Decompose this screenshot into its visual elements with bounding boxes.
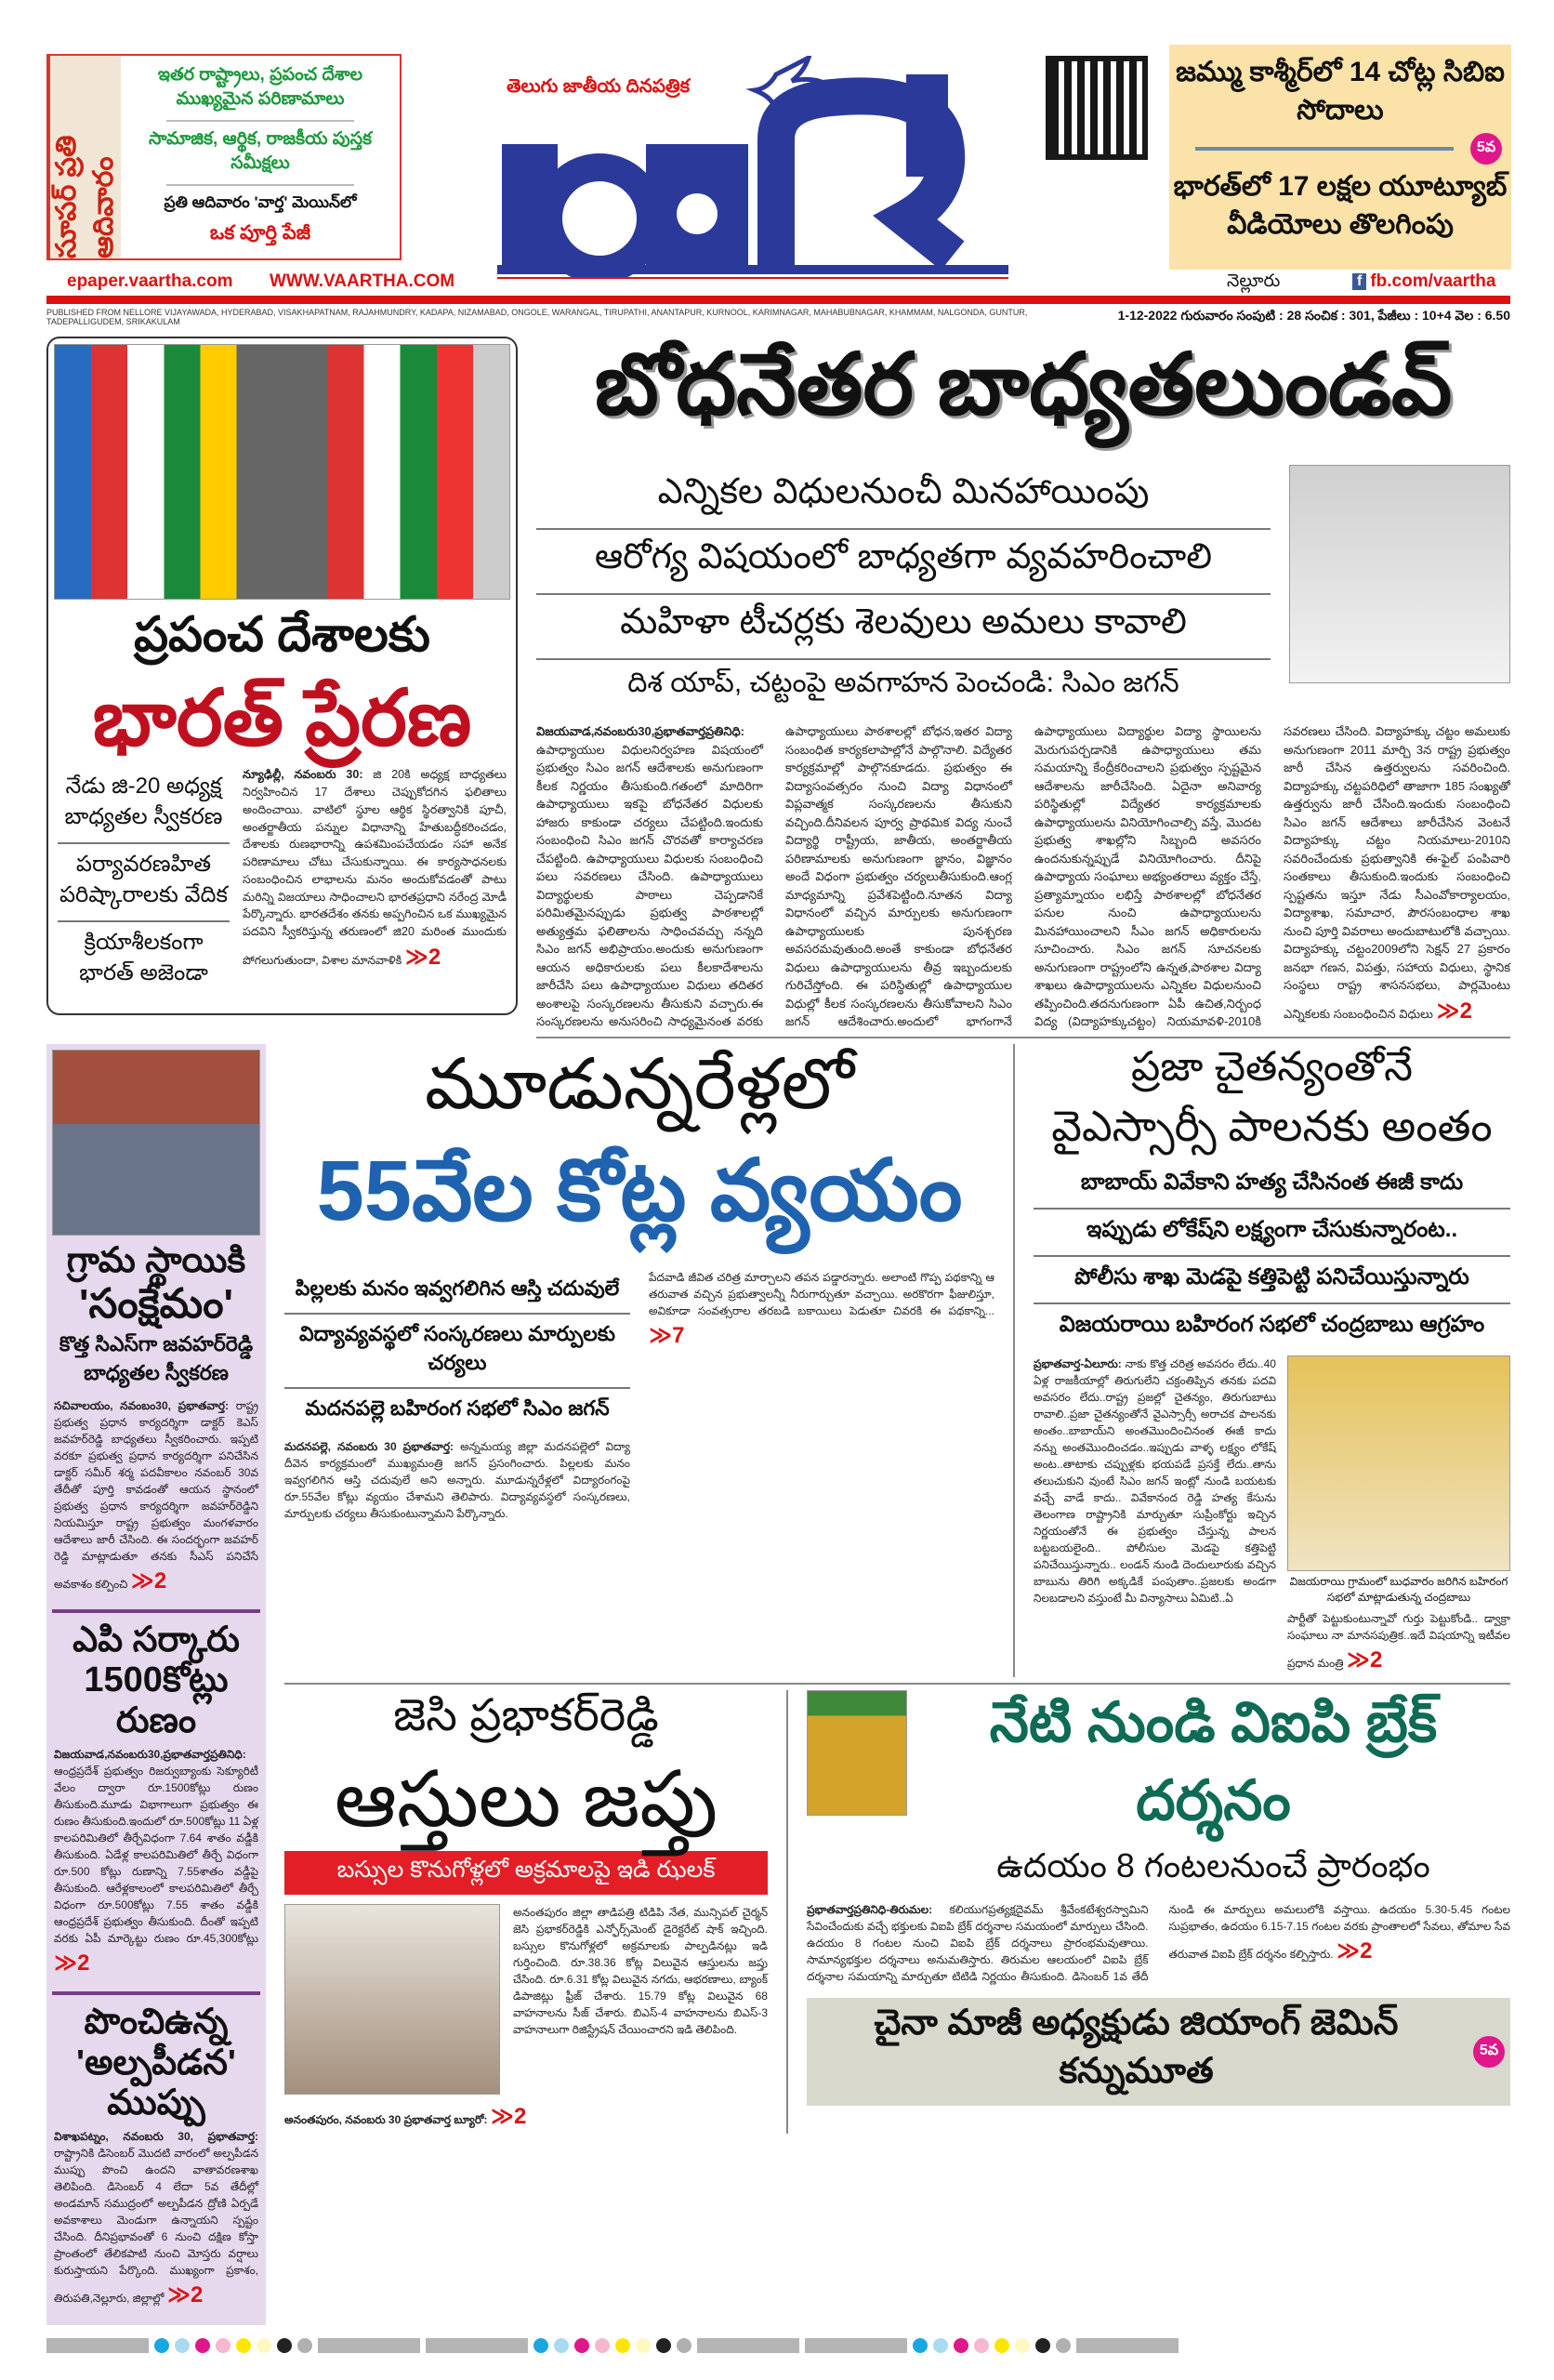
color-dot — [154, 2338, 169, 2353]
jc-headline: జెసి ప్రభాకర్‌రెడ్డి — [393, 1690, 659, 1740]
jawahar-reddy-photo — [52, 1050, 260, 1236]
divider — [284, 1683, 1510, 1685]
photo-caption: విజయరాయి గ్రామంలో బుధవారం జరిగిన బహిరంగ సభలో మాట్లాడుతున్న చంద్రబాబు — [1289, 1574, 1508, 1604]
jc-story[interactable] — [284, 1690, 768, 2135]
g20-kicker: ప్రపంచ దేశాలకు — [134, 608, 430, 662]
teaser-item: భారత్‌లో 17 లక్షల యూట్యూబ్ వీడియోలు తొలగింపు — [1173, 171, 1508, 240]
divider — [1195, 147, 1454, 151]
modi-photo — [54, 344, 510, 600]
grey-swatch — [318, 2338, 420, 2353]
grey-swatch — [805, 2338, 907, 2353]
lead-body — [536, 722, 1510, 1031]
divider — [166, 120, 354, 122]
continued-link[interactable]: ≫2 — [54, 1950, 90, 1976]
vip-body-text: కలియుగప్రత్యక్షదైవమ్ శ్రీవేంకటేశ్వరస్వామిని సేవించేందుకు వచ్చే భక్తులకు విఐపి బ్రేక్ దర్శనాల సమయంలో మార్పులు చేసింది. ఉదయం 8 గంటల నుంచి విఐపి బ్రేక్ దర్శనాలు ప్రారంభమవుతాయి. సామాన్యభక్తుల దర్శనాలు అనుమతిస్తారు. తిరుమల ఆలయంలో విఐపి బ్రేక్ దర్శనాల సమయాన్ని మార్చుతూ టిటిడి నిర్ణయం తీసుకుంది. డిసెంబర్ 1వ తేదీ నుండి ఈ మార్పులు అమలులోకి వస్తాయి. ఉదయం 5.30-5.45 గంటల సుప్రభాతం, ఉదయం 6.15-7.15 గంటల వరకు ప్రాంతాలలో సేవలు, తోమాల సేవ తరువాత విఐపి బ్రేక్ దర్శనం కల్పిస్తారు. — [807, 1902, 1510, 1983]
color-dot — [1056, 2338, 1071, 2353]
color-dot — [656, 2338, 671, 2353]
vip-body — [807, 1901, 1510, 1985]
color-dot — [216, 2338, 230, 2353]
tdp-headline: ప్రజా చైతన్యంతోనే — [1131, 1043, 1413, 1090]
loan-dateline: విజయవాడ,నవంబరు30,ప్రభాతవార్తప్రతినిధి: — [54, 1747, 246, 1761]
color-dot — [595, 2338, 610, 2353]
continued-link[interactable]: ≫7 — [649, 1322, 685, 1348]
tdp-body — [1034, 1355, 1276, 1606]
sunday-supplement-ad — [46, 54, 402, 260]
website-link[interactable]: WWW.VAARTHA.COM — [270, 271, 455, 291]
lead-body-text: ఉపాధ్యాయుల విధులనిర్వహణ విషయంలో ప్రభుత్వం సిఎం జగన్ ఆదేశాలకు అనుగుణంగా కీలక నిర్ణయం తీసుకుంది.గతంలో మాదిరిగా ఉపాధ్యాయులు ఇకపై బోధనేతర విధులకు హాజరు కాకుండా చర్యలు చేపట్టింది.ఇందుకు సంబంధించి సిఎం జగన్ చొరవతో కార్యాచరణ చేపట్టింది. ఉపాధ్యాయులు విధులకు సంబంధించి పలు సవరణలు చేసింది. ఉపాధ్యాయులు విద్యార్థులకు పాఠాలు చెప్పడానికే పరిమితమైనప్పుడు ప్రభుత్వ పాఠశాలల్లో అత్యుత్తమ ఫలితాలను సాధించవచ్చు నన్నది సిఎం జగన్ అభిప్రాయం.అందుకు అనుగుణంగా ఆయన అధికారులకు పలు కీలకాదేశాలను జారీచేసి పలు ఉపాధ్యాయుల విధులు తదితర అంశాలపై సంస్కరణలను తీసుకుని వచ్చారు.ఈ సంస్కరణలను అనుసరించి సాధ్యమైనంత వరకు ఉపాధ్యాయులు పాఠశాలల్లో బోధన,ఇతర విద్యా సంబంధిత కార్యకలాపాల్లోనే పాల్గొనాలి. విద్యేతర కార్యక్రమాల్లో పాల్గొనకూడదు. ప్రభుత్వం ఈ విద్యాసంవత్సరం నుంచి విద్యా విధానంలో విప్లవాత్మక సంస్కరణలను తీసుకుని వచ్చింది.దీనివలన పూర్వ ప్రాథమిక విద్య నుంచే విద్యార్థి రాష్ట్రీయ, జాతీయ, అంతర్జాతీయ పరిణామాలకు అనుగుణంగా జ్ఞానం, విజ్ఞానం అందే విధంగా ప్రభుత్వం చర్యలుతీసుకుంది.ఆంగ్ల మాధ్యమాన్ని ప్రవేశపెట్టింది.నూతన విద్యా విధానంలో వచ్చిన మార్పులకు అనుగుణంగా ఉపాధ్యాయులకు పునశ్చరణ అవసరమవుతుంది.అంతే కాకుండా బోధనేతర విధులు ఉపాధ్యాయులను తీవ్ర ఇబ్బందులకు గురిచేస్తోంది. ఈ పరిస్థితుల్లో ఉపాధ్యాయుల విధుల్లో కీలక సంస్కరణలను తీసుకోవాలని సిఎం జగన్ ఆదేశించారు.అందులో భాగంగానే ఉపాధ్యాయులు విద్యార్థుల విద్యా స్థాయిలను మెరుగుపర్చడానికి ఉపాధ్యాయులు తమ సమయాన్ని కేంద్రీకరించాలని ప్రభుత్వం స్పష్టమైన ఆదేశాలను జారీచేసింది. ఏదైనా అనివార్య పరిస్థితుల్లో విద్యేతర కార్యక్రమాలకు ఉపాధ్యాయులను వినియోగించాల్సి వస్తే, మొదట ప్రభుత్వ శాఖల్లోని సిబ్బంది అవసరం ఉందనుకున్నప్పుడే వినియోగించారు. దీనిపై ఉపాధ్యాయ సంఘాలు అభ్యంతరాలు వ్యక్తం చేస్తే, ప్రత్యామ్నాయం లభిస్తే పాఠశాలల్లో బోధనేతర పనుల నుంచి ఉపాధ్యాయులను మినహాయించాలని సీఎం జగన్ అధికారులను సూచించారు. సిఎం జగన్ సూచనలకు అనుగుణంగా రాష్ట్రంలోని ఉన్నత,పాఠశాల విద్యా శాఖలు ఉపాధ్యాయులను ఎన్నికల విధులనుంచి తప్పించింది.తదనుగుణంగా ఏపీ ఉచిత,నిర్బంధ విద్య (విద్యాహక్కుచట్టం) నియమావళి-2010కి సవరణలు చేసింది. విద్యాహక్కు చట్టం అమలుకు అనుగుణంగా 2011 మార్చి 3న రాష్ట్ర ప్రభుత్వం జారీ చేసిన ఉత్తర్వులను సవరించింది. విద్యాహక్కు చట్టపరిధిలో తాజాగా 185 సంఖ్యతో ఉత్తర్వును జారీ చేసింది.ఇందుకు సంబంధించి సిఎం జగన్ ఆదేశాలు జారీచేసిన వెంటనే విద్యాహక్కు చట్టం నియమాలు-2010ని సవరించేందుకు ప్రభుత్వానికి ఈ-ఫైల్ పంపివారి సంతకాలు తీసుకుంది.ఇందుకు సంబంధించి స్పష్టతను ఇస్తూ నేడు సీఎంవోకార్యాలయం, విద్యాశాఖ, సమాచార, పౌరసంబంధాల శాఖ నుంచి పూర్తి వివరాలు అందుబాటులోకి వచ్చాయి. విద్యాహక్కు చట్టం2009లోని సెక్షన్ 27 ప్రకారం జనభా గణన, విపత్తు, సహాయ విధులు, స్థానిక సంస్థలు రాష్ట్ర శాసనసభలు, పార్లమెంటు ఎన్నికలకు సంబంధించిన విధులు — [536, 724, 1510, 1028]
lead-subhead: దిశ యాప్, చట్టంపై అవగాహన పెంచండి: సిఎం జగన్ — [627, 668, 1179, 698]
cs-subhead: కొత్త సిఎస్‌గా జవహర్‌రెడ్డి బాధ్యతల స్వీకరణ — [59, 1331, 254, 1384]
epaper-link[interactable]: epaper.vaartha.com — [67, 271, 233, 291]
color-dot — [933, 2338, 948, 2353]
color-dot — [954, 2338, 968, 2353]
spend-dateline: మదనపల్లె, నవంబరు 30 ప్రభాతవార్త: — [284, 1439, 454, 1453]
facebook-icon: f — [1352, 273, 1366, 290]
top-section — [46, 337, 1510, 1031]
color-dot — [994, 2338, 1009, 2353]
publication-info-row — [46, 308, 1510, 326]
vip-dateline: ప్రభాతవార్తప్రతినిధి-తిరుమల: — [807, 1902, 933, 1916]
g20-bullet: క్రియాశీలకంగా భారత్ అజెండా — [79, 930, 208, 986]
continued-link[interactable]: ≫2 — [1346, 1646, 1383, 1673]
weather-headline[interactable]: పొంచిఉన్న — [84, 2002, 229, 2042]
ad-item: ఇతర రాష్ట్రాలు, ప్రపంచ దేశాల ముఖ్యమైన పరిణామాలు — [157, 64, 363, 109]
spend-body-2 — [649, 1269, 994, 1353]
lead-dateline: విజయవాడ,నవంబరు30,ప్రభాతవార్తప్రతినిధి: — [536, 724, 744, 738]
g20-story[interactable] — [46, 337, 518, 1015]
page-body — [46, 337, 1510, 2353]
tdp-subhead: విజయరాయి బహిరంగ సభలో చంద్రబాబు ఆగ్రహం — [1059, 1311, 1485, 1337]
continued-link[interactable]: ≫2 — [1436, 998, 1472, 1024]
lead-headline[interactable]: బోధనేతర బాధ్యతలుండవ్ — [594, 337, 1453, 432]
divider — [52, 1991, 260, 1995]
g20-bullet: నేడు జి-20 అధ్యక్ష బాధ్యతల స్వీకరణ — [58, 766, 230, 844]
tdp-story[interactable] — [1034, 1044, 1510, 1677]
issue-dateline: 1-12-2022 గురువారం సంపుటి : 28 సంచిక : 301, పేజీలు : 10+4 వెల : 6.50 — [1117, 308, 1510, 323]
supplement-vertical-title: సూపర్ ప్రతి ఆదివారం — [48, 56, 121, 258]
color-dot — [195, 2338, 210, 2353]
spend-body-text: పేదవాడి జీవిత చరిత్ర మార్చాలని తపన పడ్డారన్నారు. అలాంటి గొప్ప పథకాన్ని ఆ తరువాత వచ్చిన ప్రభుత్వాలన్నీ నీరుగార్చుతూ వచ్చాయి. అరకొరగా ఫీజులిస్తూ, అవికూడా సంవత్సరాల తరబడి బకాయిలు పెడుతూ చివరకి ఈ పథకాన్ని... — [649, 1270, 994, 1317]
cs-body: రాష్ట్ర ప్రభుత్వ ప్రధాన కార్యదర్శిగా డాక్టర్ కెఎస్ జవహర్‌రెడ్డి బాధ్యతలు స్వీకరించారు. ఇప్పటి వరకూ ప్రభుత్వ ప్రధాన కార్యదర్శిగా పనిచేసిన డాక్టర్ సమీర్ శర్మ పదవీకాలం నవంబర్ 30వ తేదీతో పూర్తి కావడంతో ఆయన స్థానంలో ప్రభుత్వ ప్రధాన కార్యదర్శిగా జవహర్‌రెడ్డిని నియమిస్తూ రాష్ట్ర ప్రభుత్వం మంగళవారం ఆదేశాలు జారీ చేసింది. ఈ సందర్భంగా జవహర్ రెడ్డి మాట్లాడుతూ తనకు సీఎస్ పనిచేసే అవకాశం కల్పించి — [54, 1398, 258, 1591]
spend-story[interactable] — [284, 1044, 994, 1522]
weather-body: రాష్ట్రానికి డిసెంబర్ మొదటి వారంలో అల్పపీడన ముప్పు పొంచి ఉందని వాతావరణశాఖ తెలిపింది. డిసెంబర్ 4 లేదా 5వ తేదీల్లో అండమాన్ సముద్రంలో అల్పపీడన ద్రోణి ఏర్పడే అవకాశాలు మెండుగా ఉన్నాయని స్పష్టం చేసింది. దీనిప్రభావంతో 6 నుంచి దక్షిణ కోస్తా ప్రాంతంలో తేలికపాటి నుంచి మోస్తరు వర్షాలు కురుస్తాయని పేర్కొంది. ముఖ్యంగా ప్రకాశం, తిరుపతి,నెల్లూరు, జిల్లాల్లో — [54, 2146, 258, 2305]
tdp-body-2 — [1287, 1610, 1510, 1677]
jc-body — [513, 1904, 768, 2038]
weather-headline[interactable]: 'అల్పపీడన' ముప్పు — [76, 2043, 236, 2123]
spend-subhead: మదనపల్లె బహిరంగ సభలో సిఎం జగన్ — [305, 1395, 610, 1420]
page-badge: 5వ — [1473, 2036, 1505, 2068]
color-dot — [277, 2338, 292, 2353]
color-dot — [636, 2338, 651, 2353]
temple-photo — [807, 1690, 907, 1816]
divider — [1013, 1044, 1015, 1677]
grey-swatch — [1076, 2338, 1179, 2353]
ad-highlight: ఒక పూర్తి పేజీ — [209, 222, 311, 245]
jc-banner: బస్సుల కొనుగోళ్లలో అక్రమాలపై ఇడి ఝలక్ — [284, 1851, 768, 1895]
tdp-dateline: ప్రభాతవార్త-ఏలూరు: — [1034, 1356, 1122, 1370]
lead-subhead: ఎన్నికల విధులనుంచీ మినహాయింపు — [536, 465, 1271, 530]
color-dot — [615, 2338, 630, 2353]
print-registration-bar — [46, 2338, 1510, 2353]
lead-story — [536, 337, 1510, 1031]
color-dot — [297, 2338, 312, 2353]
lead-subheads — [536, 465, 1271, 713]
color-dot — [175, 2338, 190, 2353]
spend-headline: మూడున్నరేళ్లలో — [425, 1044, 854, 1124]
divider — [166, 184, 354, 186]
weather-dateline: విశాఖపట్నం, నవంబరు 30, ప్రభాతవార్త: — [54, 2129, 258, 2143]
cs-headline[interactable]: గ్రామ స్థాయికి — [66, 1240, 246, 1280]
tdp-body-text: పార్టీతో పెట్టుకుంటున్నావో గుర్తు పెట్టుకోండి.. డ్వాక్రా సంఘాలు నా మానసపుత్రిక..ఇదే విషయాన్ని ఇటీవల ప్రధాన మంత్రి — [1287, 1611, 1510, 1670]
ad-item: సామాజిక, ఆర్థిక, రాజకీయ పుస్తక సమీక్షలు — [148, 128, 372, 173]
color-dot — [913, 2338, 928, 2353]
divider — [52, 1609, 260, 1613]
grey-swatch — [46, 2338, 149, 2353]
loan-body: ఆంధ్రప్రదేశ్ ప్రభుత్వం రిజర్వుబ్యాంకు సెక్యూరిటీ వేలం ద్వారా రూ.1500కోట్లు రుణం తీసుకుంది.మూడు విభాగాలుగా ప్రభుత్వం ఈ రుణం తీసుకుంది.ఇందులో రూ.500కోట్లు 11 ఏళ్ల కాలపరిమితిలో తీర్చేవిధంగా 7.64 శాతం వడ్డీకి తీసుకుంది. ఏడేళ్ల కాలపరిమితిలో తీర్చే విధంగా రూ.500 కోట్లు రుణాన్ని 7.55శాతం వడ్డీపై తీసుకుంది. ఆరేళ్లకాలంలో కాలపరిమితిలో తీర్చే విధంగా రూ.500కోట్లు 7.55 శాతం వడ్డీకి ఆంధ్రప్రదేశ్ ప్రభుత్వం తీసుకుంది. దీంతో ఇప్పటి వరకు ఏపీ మార్కెట్టు రుణం రూ.45,300కోట్లు — [54, 1764, 258, 1945]
jagan-photo — [1289, 465, 1510, 683]
left-briefs-column — [46, 1044, 266, 2325]
qr-code[interactable] — [1046, 56, 1148, 160]
loan-headline[interactable]: ఎపి సర్కారు — [72, 1620, 240, 1659]
china-teaser[interactable] — [807, 1998, 1510, 2106]
facebook-link[interactable] — [1352, 271, 1495, 292]
continued-link[interactable]: ≫2 — [130, 1567, 167, 1593]
vip-subhead: ఉదయం 8 గంటలనుంచే ప్రారంభం — [996, 1845, 1430, 1884]
continued-link[interactable]: ≫2 — [490, 2104, 527, 2130]
tdp-headline: వైఎస్సార్సీ పాలనకు అంతం — [1051, 1101, 1493, 1150]
ad-note: ప్రతి ఆదివారం 'వార్త' మెయిన్‌లో — [164, 192, 357, 211]
color-dot — [1015, 2338, 1030, 2353]
spend-subhead: విద్యావ్యవస్థలో సంస్కరణలు మార్పులకు చర్యలు — [284, 1315, 630, 1389]
tdp-subhead: బాబాయ్ వివేకాని హత్య చేసినంత ఈజీ కాదు — [1034, 1162, 1510, 1210]
cs-headline[interactable]: 'సంక్షేమం' — [79, 1281, 233, 1328]
lead-subhead: ఆరోగ్య విషయంలో బాధ్యతగా వ్యవహరించాలి — [536, 530, 1271, 595]
color-dot — [574, 2338, 589, 2353]
spend-body — [284, 1438, 630, 1522]
chandrababu-photo — [1287, 1355, 1510, 1571]
spend-body-text: అన్నమయ్య జిల్లా మదనపల్లెలో విద్యా దీవెన కార్యక్రమంలో ముఖ్యమంత్రి జగన్ ప్రసంగించారు. పిల్లలకు మనం ఇవ్వగలిగిన ఆస్తి చదువులే అని అన్నారు. మూడున్నరేళ్లలో విద్యారంగంపై రూ.55వేల కోట్లు వ్యయం చేశామని తెలిపారు. విద్యావ్యవస్థలో సంస్కరణలు, మార్పులకు చర్యలు తీసుకుంటున్నామని పేర్కొన్నారు. — [284, 1439, 630, 1520]
continued-link[interactable]: ≫2 — [166, 2281, 204, 2307]
jc-dateline: అనంతపురం, నవంబరు 30 ప్రభాతవార్త బ్యూరో: — [284, 2113, 488, 2127]
divider — [536, 1037, 1510, 1038]
jc-headline: ఆస్తులు జప్తు — [334, 1754, 718, 1843]
lower-section — [46, 1044, 1510, 2325]
loan-headline[interactable]: 1500కోట్లు రుణం — [84, 1660, 229, 1741]
tdp-subhead: ఇప్పుడు లోకేష్‌ని లక్ష్యంగా చేసుకున్నారంట.. — [1034, 1210, 1510, 1257]
color-dot — [257, 2338, 271, 2353]
facebook-url: fb.com/vaartha — [1370, 271, 1496, 291]
jc-body-text: అనంతపురం జిల్లా తాడిపత్రి టిడిపి నేత, మున్సిపల్ చైర్మన్ జెసి ప్రభాకర్‌రెడ్డికి ఎన్ఫోర్స్‌మెంట్ డైరెక్టరేట్ షాక్ ఇచ్చింది. బస్సుల కొనుగోళ్లలో అక్రమాలకు పాల్పడినట్లు ఇడి గుర్తించింది. రూ.38.36 కోట్ల విలువైన ఆస్తులను జప్తు చేసింది. రూ.6.31 కోట్ల విలువైన నగదు, ఆభరణాలు, బ్యాంక్ డిపాజిట్లు ఫ్రీజ్ చేశారు. 15.79 కోట్ల విలువైన 68 వాహనాలను సీజ్ చేశారు. బిఎస్-4 వాహనాలను బిఎస్-3 వాహనాలుగా రిజిస్ట్రేషన్ చేయించారని ఇడి తెలిపింది. — [513, 1906, 768, 2037]
teaser-item: జమ్ము కాశ్మీర్‌లో 14 చోట్ల సిబిఐ సోదాలు — [1176, 57, 1505, 126]
masthead-rule — [46, 296, 1510, 304]
cs-dateline: సచివాలయం, నవంబం30, ప్రభాతవార్త: — [54, 1398, 230, 1412]
vip-headline[interactable]: నేటి నుండి విఐపి బ్రేక్ దర్శనం — [989, 1690, 1438, 1831]
color-dot — [677, 2338, 691, 2353]
lead-subhead: మహిళా టీచర్లకు శెలవులు అమలు కావాలి — [536, 595, 1271, 660]
color-dot — [236, 2338, 251, 2353]
jc-body-2 — [284, 2100, 768, 2134]
g20-body: జి 20కి అధ్యక్ష బాధ్యతలు నిర్వహించిన 17 దేశాలు చెప్పుకోదగిన ఫలితాలు అందించాయి. వాటిలో స్థూల ఆర్థిక స్థిరత్వానికి పూచీ, అంతర్జాతీయ పన్నుల విధానాన్ని హేతుబద్ధీకరించడం, దేశాలకు రుణభారాన్ని ఉపశమింపచేయడం సహా అనేక పరిణామాలు చోటు చేసుకున్నాయి. ఈ కార్యసాధనలకు సంబంధించిన లాభాలను మనం అందుకోవడంతో పాటు మరిన్ని విజయాలు సాధించాలని భారతప్రధాని నరేంద్ర మోడీ పేర్కొన్నారు. భారతదేశం తనకు అప్పగించిన ఒక ముఖ్యమైన పదవిని స్వీకరిస్తున్న తరుణంలో జి20 మరింత ముందుకు పోగలుగుతుందా, విశాల మానవాళికి — [243, 768, 507, 967]
china-headline: చైనా మాజీ అధ్యక్షుడు జియాంగ్ జెమిన్ కన్నుమూత — [874, 2003, 1399, 2091]
grey-swatch — [426, 2338, 528, 2353]
spend-headline: 55వేల కోట్ల వ్యయం — [316, 1143, 963, 1238]
continued-link[interactable]: ≫2 — [404, 944, 441, 970]
tdp-subhead: పోలీసు శాఖ మెడపై కత్తిపెట్టి పనిచేయిస్తున్నారు — [1034, 1257, 1510, 1304]
continued-link[interactable]: ≫2 — [1336, 1937, 1373, 1964]
tdp-body-text: నాకు కొత్త చరిత్ర అవసరం లేదు..40 ఏళ్ల రాజకీయాల్లో తిరుగులేని చక్రంతిప్పిన తనకు పదవి అవసరం లేదు..రాష్ట్ర ప్రజల్లో చైతన్యం, తిరుగుబాటు రావాలి..ప్రజా చైతన్యంతోనే వైఎస్సార్సీ అరాచక పాలనకు అంతం..బాబాయ్‌ని అంతమొందించినంత ఈజీ కాదు నన్ను అంతమొందించడం..ఇప్పుడు వాళ్ళ లక్ష్యం లోకేష్ అంట..తాటాకు చప్పుళ్లకు భయపడే ప్రసక్తే లేదు..తాను తలుచుకుని వుంటే సిఎం జగన్ ఇంట్లో నుండి బయటకు వచ్చే వాడే కాదు.. వివేకానంద రెడ్డి హత్య కేసును తెలంగాణ రాష్ట్రానికి మార్చుతూ సుప్రీంకోర్టు ఇచ్చిన నిర్ణయంతోనే ఈ ప్రభుత్వం చేస్తున్న పాలన బట్టబయలైంది.. పోలీసుల మెడపై కత్తిపెట్టి పనిచేయిస్తున్నారు.. లండన్ నుండి దెందులూరుకు వచ్చిన బాబును తిరిగి అక్కడికే పంపుతాం..ప్రజలకు అండగా నిలబడాలని వస్తుంటే మీ విన్యాసాలు ఏమిటి..ఏ — [1034, 1356, 1276, 1605]
inside-pages-teaser[interactable] — [1169, 45, 1511, 270]
divider — [786, 1690, 788, 2135]
tagline: తెలుగు జాతీయ దినపత్రిక — [507, 76, 691, 97]
color-dot — [1035, 2338, 1050, 2353]
jc-prabhakar-reddy-photo — [284, 1904, 500, 2095]
page-badge: 5వ — [1470, 133, 1502, 165]
published-from: PUBLISHED FROM NELLORE VIJAYAWADA, HYDERABAD, VISAKHAPATNAM, RAJAHMUNDRY, KADAPA, NIZAMABAD, ONGOLE, WARANGAL, TIRUPATHI, ANANTAPUR, KURNOOL, KARIMNAGAR, MAHABUBNAGAR, KHAMMAM, NALGONDA, GUNTUR, TADEPALLIGUDEM, SRIKAKULAM — [46, 308, 1028, 326]
color-dot — [554, 2338, 569, 2353]
edition-name: నెల్లూరు — [1227, 271, 1281, 291]
color-dot — [974, 2338, 989, 2353]
lower-main — [284, 1044, 1510, 2135]
spend-subhead: పిల్లలకు మనం ఇవ్వగలిగిన ఆస్తి చదువులే — [284, 1269, 630, 1315]
grey-swatch — [697, 2338, 799, 2353]
color-dot — [533, 2338, 548, 2353]
g20-bullet: పర్యావరణహిత పరిష్కారాలకు వేదిక — [58, 844, 230, 922]
g20-headline: భారత్ ప్రేరణ — [92, 674, 472, 761]
vip-story — [807, 1690, 1510, 2106]
g20-dateline: న్యూఢిల్లీ, నవంబరు 30: — [243, 768, 363, 782]
